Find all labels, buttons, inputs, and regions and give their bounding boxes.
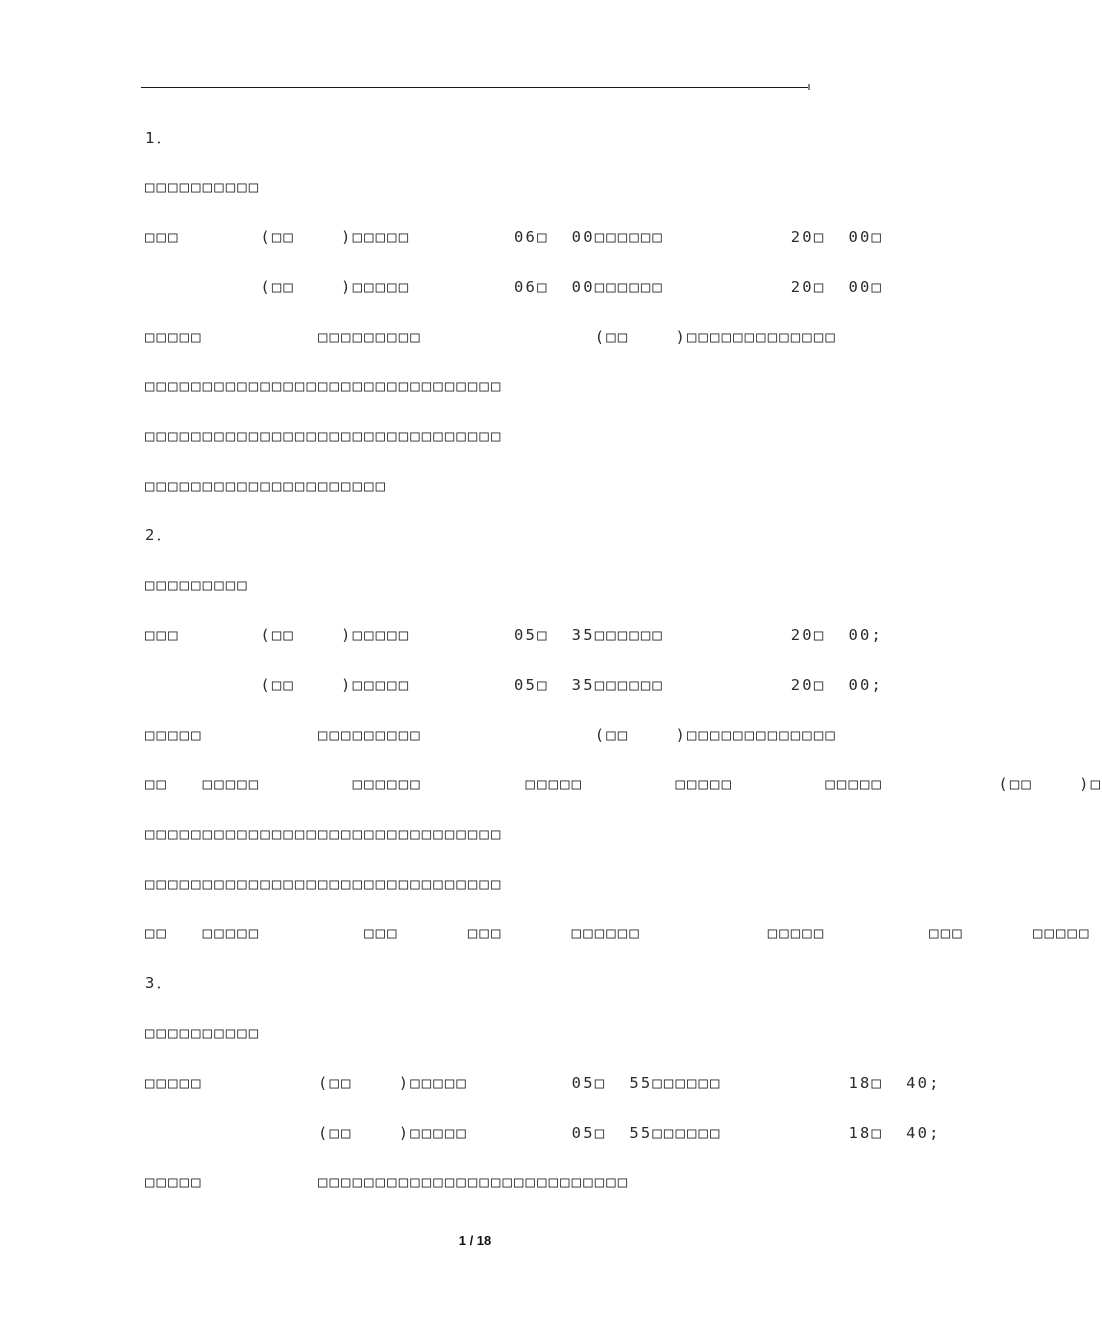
text-line: (□□ )□□□□□ 05□ 55□□□□□□ 18□ 40; — [145, 1124, 941, 1142]
text-line: (□□ )□□□□□ 06□ 00□□□□□□ 20□ 00□ — [145, 278, 884, 296]
text-line: (□□ )□□□□□ 05□ 35□□□□□□ 20□ 00; — [145, 676, 884, 694]
text-line: □□□□□□□□□□□□□□□□□□□□□□□□□□□□□□□ — [145, 875, 503, 893]
text-line: □□□□□ (□□ )□□□□□ 05□ 55□□□□□□ 18□ 40; — [145, 1074, 941, 1092]
text-line: □□ □□□□□ □□□ □□□ □□□□□□ □□□□□ □□□ □□□□□ — [145, 924, 1091, 942]
text-line: □□□□□ □□□□□□□□□ (□□ )□□□□□□□□□□□□□ — [145, 328, 837, 346]
text-line: □□□□□□□□□□ — [145, 178, 261, 196]
text-line: □□□□□□□□□□□□□□□□□□□□□□□□□□□□□□□ — [145, 427, 503, 445]
text-line: □□□ (□□ )□□□□□ 06□ 00□□□□□□ 20□ 00□ — [145, 228, 884, 246]
text-line: □□□□□ □□□□□□□□□□□□□□□□□□□□□□□□□□□ — [145, 1173, 630, 1191]
text-line: □□□□□□□□□□□□□□□□□□□□□□□□□□□□□□□ — [145, 377, 503, 395]
section-heading-1: 1． — [145, 129, 175, 147]
text-line: □□□□□□□□□ — [145, 576, 249, 594]
header-rule-mark — [808, 84, 810, 90]
text-line: □□□ (□□ )□□□□□ 05□ 35□□□□□□ 20□ 00; — [145, 626, 884, 644]
text-line: □□□□□□□□□□□□□□□□□□□□□ — [145, 477, 388, 495]
section-heading-3: 3． — [145, 974, 175, 992]
page-number: 1 / 18 — [458, 1233, 492, 1248]
text-line: □□□□□□□□□□ — [145, 1024, 261, 1042]
text-line: □□ □□□□□ □□□□□□ □□□□□ □□□□□ □□□□□ (□□ )□ — [145, 775, 1102, 793]
text-line: □□□□□□□□□□□□□□□□□□□□□□□□□□□□□□□ — [145, 825, 503, 843]
header-rule — [141, 87, 809, 88]
text-line: □□□□□ □□□□□□□□□ (□□ )□□□□□□□□□□□□□ — [145, 726, 837, 744]
section-heading-2: 2． — [145, 526, 175, 544]
